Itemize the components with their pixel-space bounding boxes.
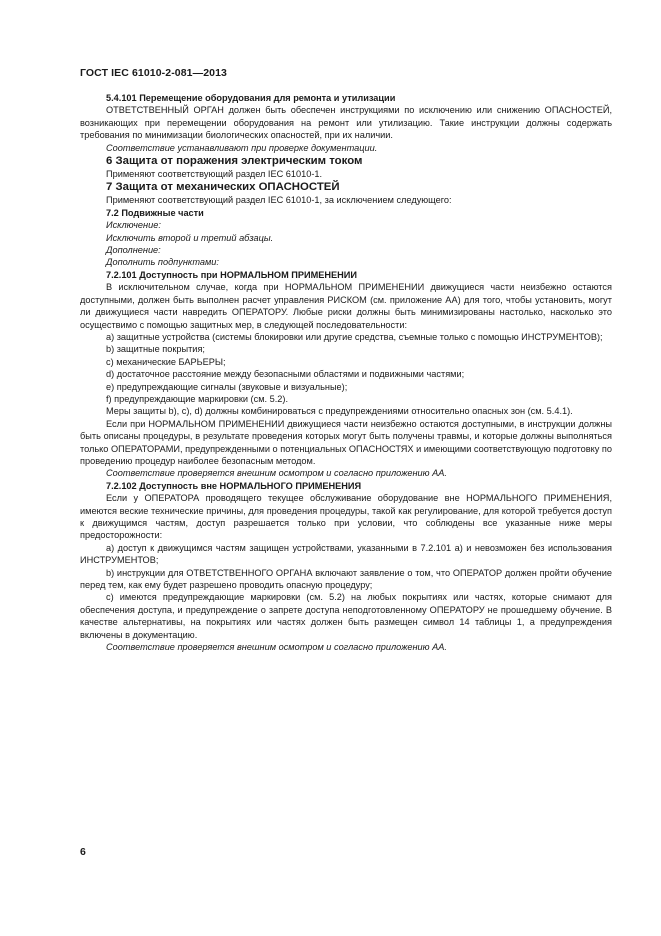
section-heading-7-2-102: 7.2.102 Доступность вне НОРМАЛЬНОГО ПРИМЕНЕНИЯ — [106, 480, 362, 491]
page-number: 6 — [80, 846, 86, 858]
compliance-note: Соответствие проверяется внешним осмотром и согласно приложению АА. — [106, 642, 447, 653]
paragraph: В исключительном случае, когда при НОРМАЛЬНОМ ПРИМЕНЕНИИ движущиеся части неизбежно остаются доступными, должен быть выполнен расчет управления РИСКОМ (см. приложение АА) для того, чтобы установить, могут ли движущиеся части навредить ОПЕРАТОРУ. Любые риски должны быть минимизированы настолько, насколько это осуществимо с помощью защитных мер, в следующей последовательности: — [80, 282, 612, 330]
compliance-note: Соответствие устанавливают при проверке документации. — [106, 142, 378, 153]
addition-text: Дополнить подпунктами: — [106, 257, 219, 268]
list-item: а) доступ к движущимся частям защищен устройствами, указанными в 7.2.101 а) и невозможен без использования ИНСТРУМЕНТОВ; — [80, 542, 612, 566]
compliance-note: Соответствие проверяется внешним осмотром и согласно приложению АА. — [106, 468, 447, 479]
list-item: b) инструкции для ОТВЕТСТВЕННОГО ОРГАНА включают заявление о том, что ОПЕРАТОР должен пройти обучение перед тем, как ему будет разрешено проводить опасную процедуру; — [80, 567, 612, 591]
standard-designation: ГОСТ IEC 61010-2-081—2013 — [80, 67, 227, 79]
list-item: c) механические БАРЬЕРЫ; — [106, 356, 226, 367]
list-item: e) предупреждающие сигналы (звуковые и визуальные); — [106, 381, 348, 392]
paragraph: Применяют соответствующий раздел IEC 61010-1, за исключением следующего: — [106, 195, 452, 206]
paragraph: Если при НОРМАЛЬНОМ ПРИМЕНЕНИИ движущиеся части неизбежно остаются доступными, в инструкции должны быть описаны процедуры, в результате проведения которых могут быть получены травмы, и которые должны выполняться только ОПЕРАТОРАМИ, предупрежденными о потенциальных ОПАСНОСТЯХ и имеющими соответствующую подготовку по проведению процедур наиболее безопасным методом. — [80, 418, 612, 466]
section-heading-7-2: 7.2 Подвижные части — [106, 207, 204, 218]
paragraph: ОТВЕТСТВЕННЫЙ ОРГАН должен быть обеспечен инструкциями по исключению или снижению ОПАСНОСТЕЙ, возникающих при перемещении оборудования на ремонт или утилизацию. Такие инструкции должны содержать требования по минимизации биологических опасностей, при их наличии. — [80, 105, 612, 141]
list-item: c) имеются предупреждающие маркировки (см. 5.2) на любых покрытиях или частях, которые снимают для обеспечения доступа, и предупреждение о запрете доступа неподготовленному ОПЕРАТОРУ не прошедшему обучение. В качестве альтернативы, на покрытиях или частях должен быть размещен символ 14 таблицы 1, а предупреждения включены в документацию. — [80, 592, 612, 640]
addition-label: Дополнение: — [106, 245, 161, 256]
page-content — [80, 92, 612, 653]
paragraph: Применяют соответствующий раздел IEC 61010-1. — [106, 169, 323, 180]
list-item: а) защитные устройства (системы блокировки или другие средства, съемные только с помощью ИНСТРУМЕНТОВ); — [106, 331, 603, 342]
list-item: b) защитные покрытия; — [106, 344, 205, 355]
paragraph: Если у ОПЕРАТОРА проводящего текущее обслуживание оборудование вне НОРМАЛЬНОГО ПРИМЕНЕНИЯ, имеются веские технические причины, для проведения процедуры, такой как регулирование, для которой требуется доступ к движущимся частям, доступ разрешается только при условии, что соблюдены все указанные ниже меры предосторожности: — [80, 493, 612, 541]
section-heading-5-4-101: 5.4.101 Перемещение оборудования для ремонта и утилизации — [106, 93, 396, 103]
list-item: f) предупреждающие маркировки (см. 5.2). — [106, 393, 289, 404]
section-heading-7-2-101: 7.2.101 Доступность при НОРМАЛЬНОМ ПРИМЕНЕНИИ — [106, 269, 358, 280]
exception-text: Исключить второй и третий абзацы. — [106, 232, 274, 243]
section-heading-6: 6 Защита от поражения электрическим током — [106, 155, 363, 168]
list-item: d) достаточное расстояние между безопасными областями и подвижными частями; — [106, 369, 465, 380]
exception-label: Исключение: — [106, 220, 161, 231]
paragraph: Меры защиты b), c), d) должны комбинироваться с предупреждениями относительно опасных зон (см. 5.4.1). — [106, 406, 573, 417]
section-heading-7: 7 Защита от механических ОПАСНОСТЕЙ — [106, 181, 340, 194]
